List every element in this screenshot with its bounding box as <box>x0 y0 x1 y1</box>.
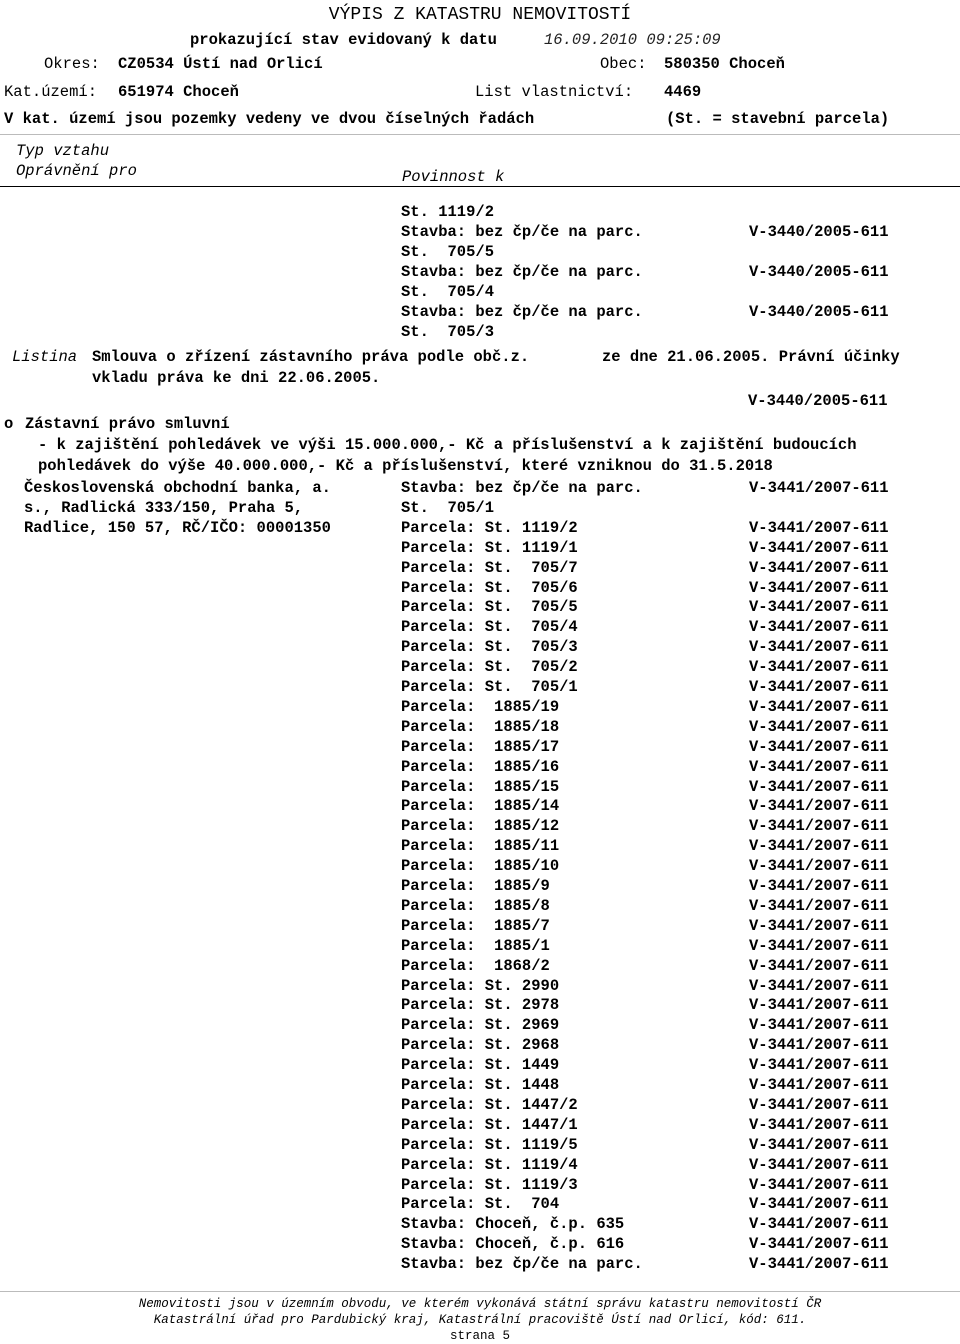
entry-label: Parcela: St. 2969 <box>401 1016 560 1035</box>
entry-row <box>401 1075 921 1095</box>
footer-page-number: strana 5 <box>449 1329 510 1343</box>
entry-row <box>401 697 921 717</box>
numbering-note-right: (St. = stavební parcela) <box>666 110 890 128</box>
zastavni-title: Zástavní právo smluvní <box>25 415 230 433</box>
entry-reference: V-3441/2007-611 <box>749 896 889 915</box>
creditor-line1: Československá obchodní banka, a. <box>24 479 331 497</box>
entry-reference: V-3441/2007-611 <box>749 737 889 756</box>
entry-label: Parcela: St. 705/3 <box>401 638 578 657</box>
entry-label: Stavba: bez čp/če na parc. <box>401 479 643 497</box>
entry-row <box>401 995 921 1015</box>
entry-reference: V-3441/2007-611 <box>749 757 889 776</box>
entry-reference: V-3441/2007-611 <box>749 638 889 657</box>
entry-row <box>401 1035 921 1055</box>
entry-label: St. 1119/2 <box>401 203 495 221</box>
entry-reference: V-3441/2007-611 <box>749 817 889 836</box>
entry-label: Parcela: 1885/9 <box>401 877 550 895</box>
entry-row <box>401 1115 921 1135</box>
entry-row <box>401 717 921 737</box>
entry-label: Parcela: St. 2990 <box>401 976 560 995</box>
entry-label: Parcela: St. 1449 <box>401 1056 560 1075</box>
entry-reference: V-3441/2007-611 <box>749 976 889 995</box>
entry-label: Parcela: 1885/17 <box>401 737 560 756</box>
kat-value: 651974 Choceň <box>118 83 239 101</box>
entry-label: St. 705/1 <box>401 498 495 517</box>
entry-label: Parcela: St. 2968 <box>401 1036 560 1055</box>
obec-value: 580350 Choceň <box>664 55 785 73</box>
entry-reference: V-3441/2007-611 <box>749 538 889 557</box>
entry-row <box>401 856 921 876</box>
subtitle-label: prokazující stav evidovaný k datu <box>190 31 497 49</box>
entry-label: Parcela: St. 1119/4 <box>401 1155 578 1174</box>
entry-reference: V-3441/2007-611 <box>749 1175 889 1194</box>
zastavni-desc-line1: - k zajištění pohledávek ve výši 15.000.000,- Kč a příslušenství a k zajištění budoucích <box>38 436 857 454</box>
entry-row <box>401 876 921 896</box>
entry-label: Stavba: Choceň, č.p. 635 <box>401 1215 625 1234</box>
entry-label: Parcela: 1885/18 <box>401 717 560 736</box>
creditor-line3: Radlice, 150 57, RČ/IČO: 00001350 <box>24 519 331 537</box>
kat-label: Kat.území: <box>4 83 98 101</box>
entry-row <box>401 538 921 558</box>
entry-label: Parcela: 1885/7 <box>401 916 550 935</box>
entry-label: Parcela: St. 1119/2 <box>401 518 578 537</box>
entry-reference: V-3441/2007-611 <box>749 857 889 876</box>
entry-reference: V-3441/2007-611 <box>749 578 889 597</box>
footer-line2: Katastrální úřad pro Pardubický kraj, Katastrální pracoviště Ústí nad Orlicí, kód: 611. <box>153 1313 807 1327</box>
listina-text-line2: vkladu práva ke dni 22.06.2005. <box>92 369 381 387</box>
entry-label: Parcela: 1885/8 <box>401 896 550 915</box>
column-opravneni-pro: Oprávnění pro <box>16 162 137 180</box>
entry-row <box>401 976 921 996</box>
entry-reference: V-3441/2007-611 <box>749 518 889 537</box>
entry-reference: V-3440/2005-611 <box>749 263 889 281</box>
entry-label: St. 705/4 <box>401 283 495 301</box>
entry-reference: V-3441/2007-611 <box>749 1115 889 1134</box>
entry-reference: V-3441/2007-611 <box>749 1076 889 1094</box>
entry-row <box>401 262 921 282</box>
entry-row <box>401 222 921 242</box>
entry-label: Stavba: bez čp/če na parc. <box>401 263 643 281</box>
entry-label: Stavba: bez čp/če na parc. <box>401 223 643 241</box>
entry-label: Parcela: 1885/19 <box>401 697 560 716</box>
entry-reference: V-3441/2007-611 <box>749 479 889 497</box>
document-title: VÝPIS Z KATASTRU NEMOVITOSTÍ <box>328 5 632 25</box>
entry-reference: V-3441/2007-611 <box>749 916 889 935</box>
entry-reference: V-3441/2007-611 <box>749 1095 889 1114</box>
entry-row <box>401 936 921 956</box>
entry-reference: V-3441/2007-611 <box>749 777 889 796</box>
entry-reference: V-3441/2007-611 <box>749 678 889 696</box>
entry-reference: V-3441/2007-611 <box>749 558 889 577</box>
entry-row <box>401 597 921 617</box>
entry-label: Stavba: Choceň, č.p. 616 <box>401 1235 625 1254</box>
entry-label: Parcela: St. 705/1 <box>401 678 578 696</box>
entry-row <box>401 1254 921 1274</box>
entry-row <box>401 1155 921 1175</box>
entry-reference: V-3441/2007-611 <box>749 797 889 816</box>
entry-row <box>401 1234 921 1254</box>
entry-row <box>401 1055 921 1075</box>
entry-row <box>401 956 921 976</box>
entry-row <box>401 518 921 538</box>
entry-row <box>401 1015 921 1035</box>
entry-reference: V-3441/2007-611 <box>749 1155 889 1174</box>
entry-row <box>401 637 921 657</box>
entry-row <box>401 498 921 518</box>
entry-reference: V-3441/2007-611 <box>749 618 889 637</box>
okres-label: Okres: <box>44 55 100 73</box>
entry-reference: V-3441/2007-611 <box>749 658 889 677</box>
entry-label: Stavba: bez čp/če na parc. <box>401 303 643 321</box>
entry-row <box>401 796 921 816</box>
entry-label: Parcela: 1868/2 <box>401 956 550 975</box>
entry-row <box>401 617 921 637</box>
entry-label: Parcela: St. 1119/5 <box>401 1135 578 1154</box>
entry-label: Parcela: 1885/1 <box>401 936 550 955</box>
entry-reference: V-3441/2007-611 <box>749 1036 889 1055</box>
entry-label: Parcela: St. 705/4 <box>401 618 578 637</box>
numbering-note: V kat. území jsou pozemky vedeny ve dvou číselných řadách <box>4 110 535 128</box>
entry-row <box>401 478 921 498</box>
entry-row <box>401 1135 921 1155</box>
entry-reference: V-3441/2007-611 <box>749 936 889 955</box>
entry-reference: V-3441/2007-611 <box>749 1255 889 1274</box>
entry-label: Parcela: 1885/12 <box>401 817 560 836</box>
entry-row <box>401 1175 921 1195</box>
bullet-icon: o <box>4 415 14 433</box>
list-label: List vlastnictví: <box>475 83 634 101</box>
entry-label: Parcela: 1885/16 <box>401 757 560 776</box>
header-divider <box>0 134 960 135</box>
entry-label: Parcela: 1885/11 <box>401 837 560 856</box>
entry-label: St. 705/5 <box>401 243 495 261</box>
column-povinnost-k: Povinnost k <box>402 168 505 186</box>
entry-reference: V-3440/2005-611 <box>749 223 889 241</box>
listina-text-line1: Smlouva o zřízení zástavního práva podle obč.z. <box>92 348 530 366</box>
entry-label: Parcela: St. 704 <box>401 1195 560 1214</box>
entry-row <box>401 916 921 936</box>
listina-label: Listina <box>12 348 78 366</box>
entry-row <box>401 816 921 836</box>
entry-label: Parcela: St. 1119/1 <box>401 538 578 557</box>
entry-reference: V-3441/2007-611 <box>749 956 889 975</box>
entry-label: Stavba: bez čp/če na parc. <box>401 1255 643 1274</box>
entry-reference: V-3441/2007-611 <box>749 877 889 895</box>
subtitle-date: 16.09.2010 09:25:09 <box>544 31 721 49</box>
entry-row <box>401 737 921 757</box>
entry-row <box>401 1194 921 1214</box>
entry-row <box>401 657 921 677</box>
entry-row <box>401 777 921 797</box>
entry-row <box>401 302 921 322</box>
entry-row <box>401 322 921 342</box>
entry-label: Parcela: St. 705/6 <box>401 578 578 597</box>
entry-reference: V-3441/2007-611 <box>749 1215 889 1234</box>
entry-row <box>401 677 921 697</box>
entry-row <box>401 1214 921 1234</box>
entry-label: Parcela: 1885/10 <box>401 857 560 876</box>
entry-label: Parcela: 1885/14 <box>401 797 560 816</box>
entry-reference: V-3441/2007-611 <box>749 717 889 736</box>
obec-label: Obec: <box>600 55 647 73</box>
entry-row <box>401 757 921 777</box>
creditor-line2: s., Radlická 333/150, Praha 5, <box>24 499 304 517</box>
entry-label: Parcela: St. 1447/1 <box>401 1115 578 1134</box>
entry-row <box>401 578 921 598</box>
okres-value: CZ0534 Ústí nad Orlicí <box>118 55 323 73</box>
entry-label: St. 705/3 <box>401 323 495 341</box>
entry-reference: V-3440/2005-611 <box>749 303 889 321</box>
footer-line1: Nemovitosti jsou v územním obvodu, ve kterém vykonává státní správu katastru nemovitostí ČR <box>138 1297 822 1311</box>
entry-label: Parcela: St. 1119/3 <box>401 1175 578 1194</box>
entry-reference: V-3441/2007-611 <box>749 1016 889 1035</box>
listina-ref: V-3440/2005-611 <box>748 392 888 410</box>
entry-label: Parcela: St. 705/7 <box>401 558 578 577</box>
entry-row <box>401 896 921 916</box>
entry-reference: V-3441/2007-611 <box>749 1135 889 1154</box>
entry-reference: V-3441/2007-611 <box>749 837 889 856</box>
entry-reference: V-3441/2007-611 <box>749 697 889 716</box>
entry-row <box>401 1095 921 1115</box>
list-value: 4469 <box>664 83 702 101</box>
entry-label: Parcela: St. 2978 <box>401 996 560 1015</box>
entry-reference: V-3441/2007-611 <box>749 996 889 1015</box>
columns-divider <box>0 186 960 187</box>
entry-row <box>401 558 921 578</box>
footer-divider <box>0 1291 960 1292</box>
entry-label: Parcela: 1885/15 <box>401 777 560 796</box>
entry-row <box>401 282 921 302</box>
column-typ-vztahu: Typ vztahu <box>16 142 110 160</box>
entry-row <box>401 202 921 222</box>
entry-label: Parcela: St. 1447/2 <box>401 1095 578 1114</box>
entry-row <box>401 242 921 262</box>
entry-label: Parcela: St. 705/5 <box>401 598 578 617</box>
listina-date: ze dne 21.06.2005. Právní účinky <box>602 348 900 366</box>
entry-reference: V-3441/2007-611 <box>749 1056 889 1075</box>
entry-row <box>401 836 921 856</box>
zastavni-desc-line2: pohledávek do výše 40.000.000,- Kč a příslušenství, které vzniknou do 31.5.2018 <box>38 457 773 475</box>
entry-label: Parcela: St. 1448 <box>401 1076 560 1094</box>
entry-reference: V-3441/2007-611 <box>749 1235 889 1254</box>
entry-reference: V-3441/2007-611 <box>749 1195 889 1214</box>
entry-label: Parcela: St. 705/2 <box>401 658 578 677</box>
entry-reference: V-3441/2007-611 <box>749 598 889 617</box>
